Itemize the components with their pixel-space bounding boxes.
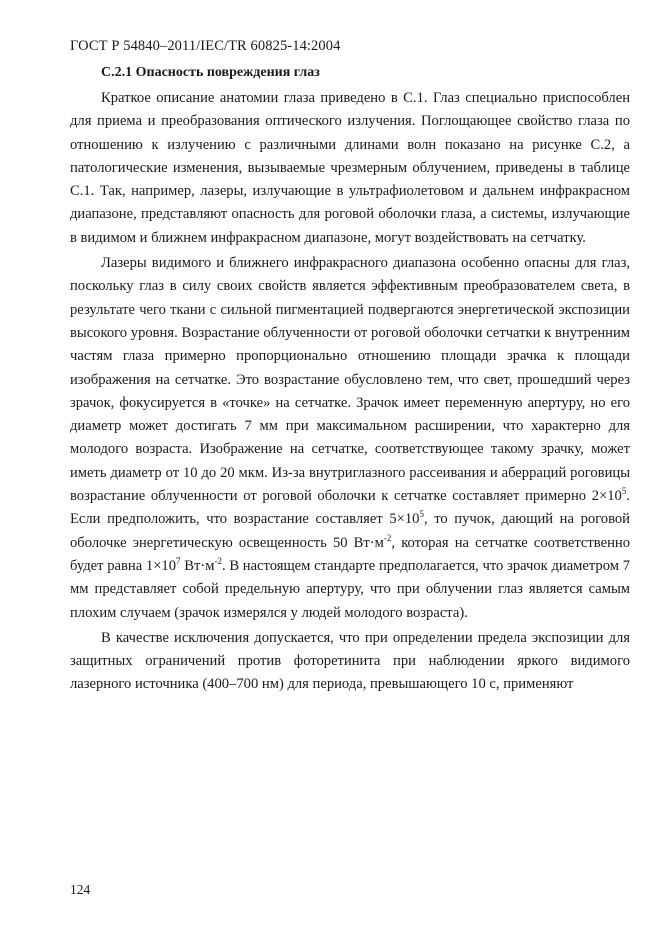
paragraph	[70, 87, 630, 250]
paragraph-text: . Если предположить, что возрастание составляет 5×10	[70, 488, 630, 528]
superscript: 5	[419, 509, 424, 520]
paragraph-text: , которая на сетчатке соответственно будет равна 1×10	[70, 534, 630, 574]
paragraph-text: Лазеры видимого и ближнего инфракрасного диапазона особенно опасны для глаз, поскольку глаз в силу своих свойств является эффективным преобразователем света, в результате чего ткани с сильной пигментацией подвергаются энергетической экспозиции высокого уровня. Возрастание облученности от роговой оболочки сетчатки к внутренним частям глаза примерно пропорционально отношению площади зрачка к площади изображения на сетчатке. Это возрастание обусловлено тем, что свет, прошедший через зрачок, фокусируется в «точке» на сетчатке. Зрачок имеет переменную апертуру, но его диаметр может достигать 7 мм при максимальном расширении, что характерно для молодого возраста. Изображение на сетчатке, соответствующее такому зрачку, может иметь диаметр от 10 до 20 мкм. Из-за внутриглазного рассеивания и аберраций роговицы возрастание облученности от роговой оболочки к сетчатке составляет примерно 2×10	[70, 255, 630, 505]
page-number: 124	[70, 882, 91, 897]
body-text	[70, 87, 630, 697]
paragraph	[70, 627, 630, 697]
paragraph-text: Вт·м	[180, 557, 215, 574]
paragraph-text: В качестве исключения допускается, что при определении предела экспозиции для защитных ограничений против фоторетинита при наблюдении яркого видимого лазерного источника (400–700 нм) для периода, превышающего 10 с, применяют	[70, 629, 630, 693]
section-title: С.2.1 Опасность повреждения глаз	[101, 65, 320, 80]
superscript: -2	[383, 532, 392, 543]
superscript: -2	[214, 556, 222, 567]
document-header: ГОСТ Р 54840–2011/IEC/TR 60825-14:2004	[70, 38, 341, 54]
paragraph-text: . В настоящем стандарте предполагается, что зрачок диаметром 7 мм представляет собой предельную апертуру, что при облучении глаз является самым плохим случаем (зрачок измерялся у людей молодого возраста).	[70, 557, 630, 621]
superscript: 7	[176, 556, 181, 567]
paragraph-text: , то пучок, дающий на роговой оболочке энергетическую освещенность 50 Вт·м	[70, 511, 630, 551]
superscript: 5	[621, 486, 627, 497]
paragraph	[70, 252, 630, 625]
paragraph-text: Краткое описание анатомии глаза приведено в С.1. Глаз специально приспособлен для приема и преобразования оптического излучения. Поглощающее свойство глаза по отношению к излучению с различными длинами волн показано на рисунке С.2, а патологические изменения, вызываемые чрезмерным облучением, приведены в таблице С.1. Так, например, лазеры, излучающие в ультрафиолетовом и дальнем инфракрасном диапазоне, представляют опасность для роговой оболочки глаза, а системы, излучающие в видимом и ближнем инфракрасном диапазоне, могут воздействовать на сетчатку.	[70, 90, 630, 246]
